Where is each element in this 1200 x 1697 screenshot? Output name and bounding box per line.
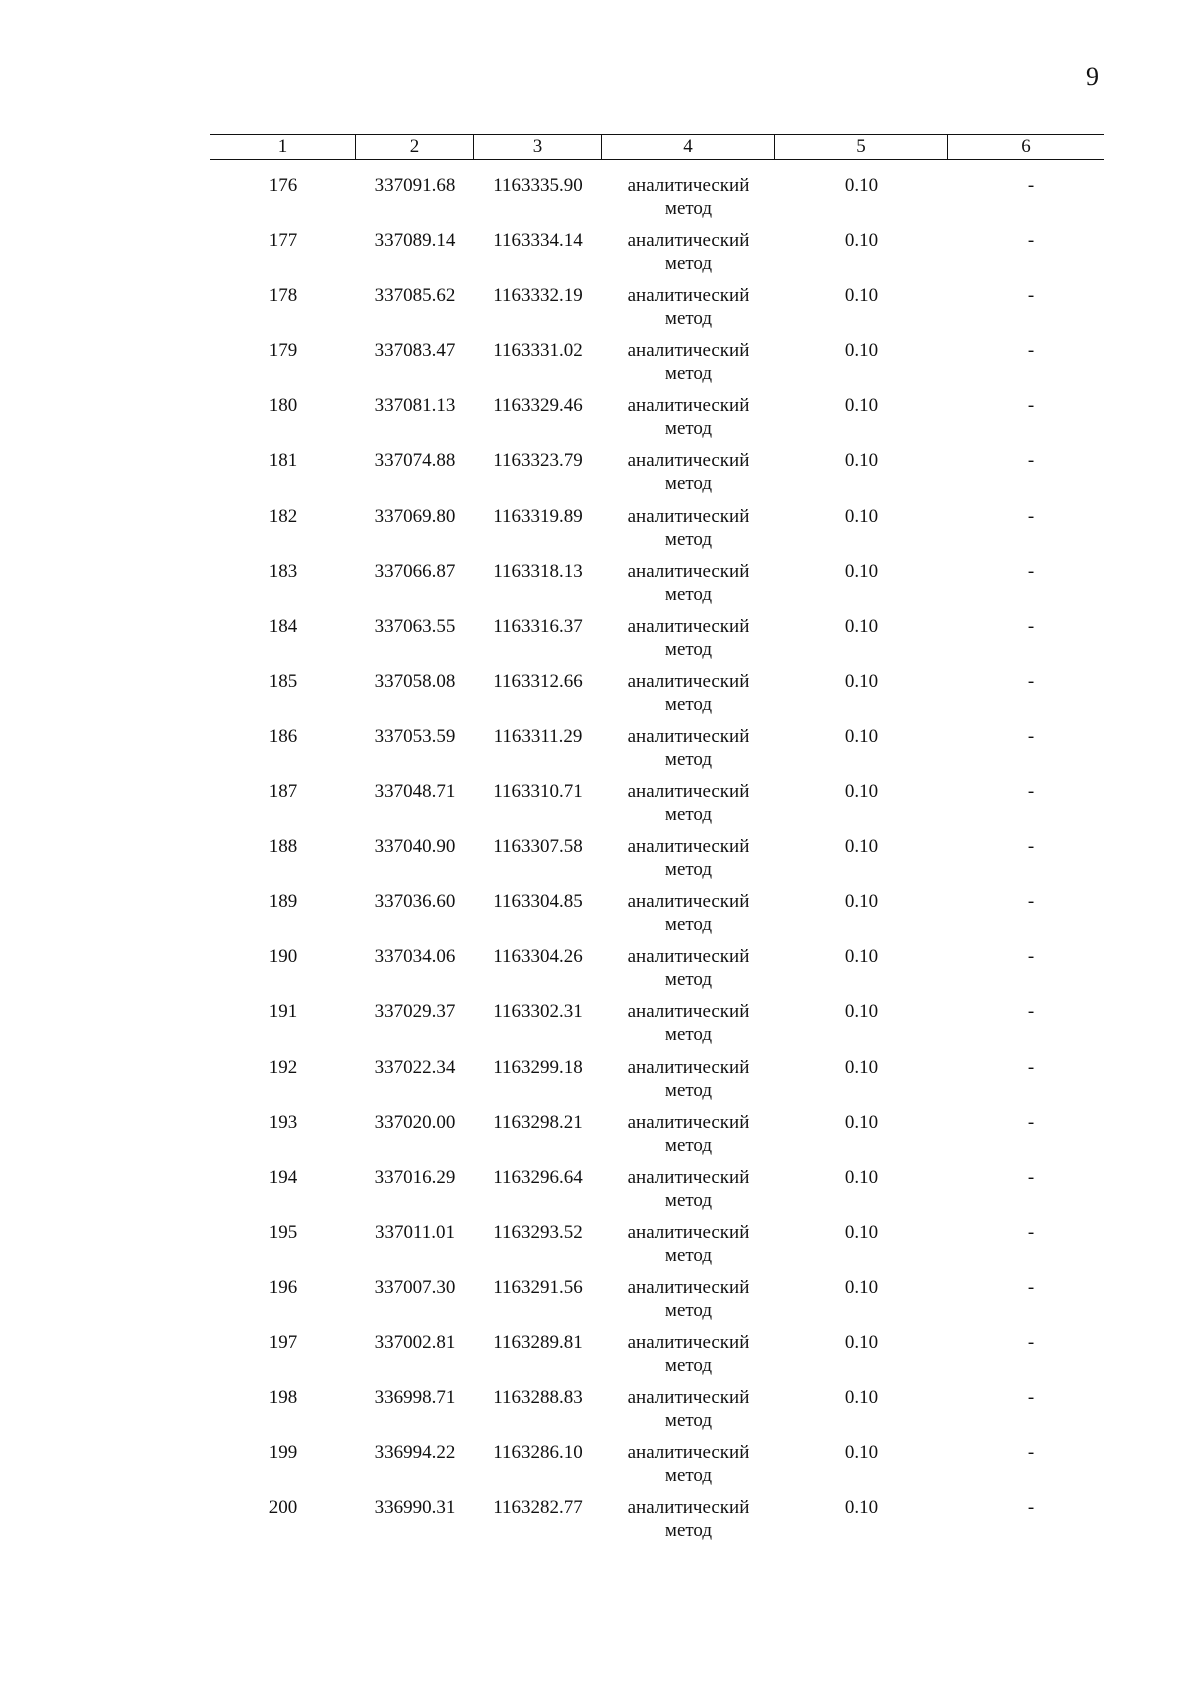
table-row — [210, 1221, 1104, 1276]
y-coordinate-cell: 1163319.89 — [493, 505, 583, 527]
x-coordinate-cell: 337058.08 — [374, 670, 456, 692]
note-cell: - — [1027, 1276, 1035, 1298]
note-cell: - — [1027, 670, 1035, 692]
point-number-cell: 197 — [268, 1331, 298, 1353]
method-text-line-1: аналитический — [627, 395, 750, 417]
method-text-line-2: метод — [664, 1410, 713, 1432]
point-number-cell: 190 — [268, 946, 298, 968]
point-number-cell: 177 — [268, 230, 298, 252]
method-cell — [602, 725, 775, 780]
method-cell — [602, 229, 775, 284]
accuracy-cell: 0.10 — [844, 1166, 879, 1188]
x-coordinate-cell: 337053.59 — [374, 725, 456, 747]
method-text-line-2: метод — [664, 693, 713, 715]
accuracy-cell: 0.10 — [844, 560, 879, 582]
accuracy-cell: 0.10 — [844, 285, 879, 307]
y-coordinate-cell: 1163291.56 — [493, 1276, 583, 1298]
method-cell — [602, 449, 775, 504]
x-coordinate-cell: 337020.00 — [374, 1111, 456, 1133]
accuracy-cell: 0.10 — [844, 450, 879, 472]
method-text-line-1: аналитический — [627, 836, 750, 858]
method-text-line-1: аналитический — [627, 285, 750, 307]
point-number-cell: 194 — [268, 1166, 298, 1188]
y-coordinate-cell: 1163304.85 — [493, 891, 583, 913]
note-cell: - — [1027, 1166, 1035, 1188]
method-text-line-2: метод — [664, 1079, 713, 1101]
note-cell: - — [1027, 946, 1035, 968]
x-coordinate-cell: 337007.30 — [374, 1276, 456, 1298]
accuracy-cell: 0.10 — [844, 1001, 879, 1023]
method-text-line-1: аналитический — [627, 505, 750, 527]
y-coordinate-cell: 1163304.26 — [493, 946, 583, 968]
y-coordinate-cell: 1163311.29 — [493, 725, 583, 747]
note-cell: - — [1027, 450, 1035, 472]
note-cell: - — [1027, 615, 1035, 637]
y-coordinate-cell: 1163310.71 — [493, 781, 583, 803]
method-cell — [602, 174, 775, 229]
accuracy-cell: 0.10 — [844, 615, 879, 637]
accuracy-cell: 0.10 — [844, 725, 879, 747]
y-coordinate-cell: 1163298.21 — [493, 1111, 583, 1133]
point-number-cell: 176 — [268, 175, 298, 196]
table-row — [210, 1166, 1104, 1221]
table-header-row — [210, 134, 1104, 160]
method-cell — [602, 890, 775, 945]
method-text-line-1: аналитический — [627, 1221, 750, 1243]
method-cell — [602, 1331, 775, 1386]
table-row — [210, 1111, 1104, 1166]
coordinates-table — [210, 134, 1104, 1551]
accuracy-cell: 0.10 — [844, 1111, 879, 1133]
method-cell — [602, 945, 775, 1000]
method-cell — [602, 1166, 775, 1221]
point-number-cell: 192 — [268, 1056, 298, 1078]
point-number-cell: 191 — [268, 1001, 298, 1023]
accuracy-cell: 0.10 — [844, 1221, 879, 1243]
method-text-line-2: метод — [664, 528, 713, 550]
method-cell — [602, 339, 775, 394]
x-coordinate-cell: 337040.90 — [374, 836, 456, 858]
y-coordinate-cell: 1163335.90 — [493, 175, 583, 196]
method-text-line-2: метод — [664, 583, 713, 605]
method-text-line-1: аналитический — [627, 891, 750, 913]
method-text-line-2: метод — [664, 363, 713, 385]
table-row — [210, 449, 1104, 504]
table-row — [210, 1000, 1104, 1055]
note-cell: - — [1027, 1442, 1035, 1464]
x-coordinate-cell: 337083.47 — [374, 340, 456, 362]
method-text-line-2: метод — [664, 969, 713, 991]
note-cell: - — [1027, 395, 1035, 417]
method-cell — [602, 1000, 775, 1055]
table-row — [210, 284, 1104, 339]
method-text-line-1: аналитический — [627, 1497, 750, 1519]
point-number-cell: 187 — [268, 781, 298, 803]
method-text-line-1: аналитический — [627, 1056, 750, 1078]
table-row — [210, 945, 1104, 1000]
method-text-line-2: метод — [664, 1024, 713, 1046]
method-cell — [602, 780, 775, 835]
note-cell: - — [1027, 1387, 1035, 1409]
method-text-line-1: аналитический — [627, 781, 750, 803]
point-number-cell: 178 — [268, 285, 298, 307]
point-number-cell: 179 — [268, 340, 298, 362]
point-number-cell: 193 — [268, 1111, 298, 1133]
y-coordinate-cell: 1163318.13 — [493, 560, 583, 582]
table-row — [210, 1276, 1104, 1331]
column-header: 2 — [356, 135, 474, 159]
method-text-line-1: аналитический — [627, 615, 750, 637]
page-number: 9 — [1086, 62, 1099, 91]
method-cell — [602, 835, 775, 890]
note-cell: - — [1027, 781, 1035, 803]
method-text-line-2: метод — [664, 1299, 713, 1321]
y-coordinate-cell: 1163289.81 — [493, 1331, 583, 1353]
column-header: 4 — [602, 135, 775, 159]
y-coordinate-cell: 1163302.31 — [493, 1001, 583, 1023]
x-coordinate-cell: 337036.60 — [374, 891, 456, 913]
accuracy-cell: 0.10 — [844, 1056, 879, 1078]
y-coordinate-cell: 1163286.10 — [493, 1442, 583, 1464]
note-cell: - — [1027, 1111, 1035, 1133]
accuracy-cell: 0.10 — [844, 395, 879, 417]
method-cell — [602, 1111, 775, 1166]
method-cell — [602, 284, 775, 339]
method-text-line-2: метод — [664, 308, 713, 330]
note-cell: - — [1027, 560, 1035, 582]
table-row — [210, 174, 1104, 229]
method-text-line-2: метод — [664, 1354, 713, 1376]
method-text-line-2: метод — [664, 1189, 713, 1211]
method-text-line-2: метод — [664, 473, 713, 495]
column-header: 3 — [474, 135, 602, 159]
method-text-line-2: метод — [664, 198, 713, 219]
note-cell: - — [1027, 505, 1035, 527]
y-coordinate-cell: 1163312.66 — [493, 670, 583, 692]
accuracy-cell: 0.10 — [844, 1442, 879, 1464]
table-body — [210, 174, 1104, 1551]
method-text-line-2: метод — [664, 914, 713, 936]
method-text-line-1: аналитический — [627, 946, 750, 968]
note-cell: - — [1027, 1056, 1035, 1078]
table-row — [210, 1386, 1104, 1441]
method-text-line-1: аналитический — [627, 1387, 750, 1409]
x-coordinate-cell: 336990.31 — [374, 1497, 456, 1519]
method-text-line-1: аналитический — [627, 450, 750, 472]
method-text-line-2: метод — [664, 748, 713, 770]
note-cell: - — [1027, 836, 1035, 858]
x-coordinate-cell: 336994.22 — [374, 1442, 456, 1464]
x-coordinate-cell: 337063.55 — [374, 615, 456, 637]
table-row — [210, 615, 1104, 670]
accuracy-cell: 0.10 — [844, 670, 879, 692]
table-row — [210, 339, 1104, 394]
note-cell: - — [1027, 725, 1035, 747]
y-coordinate-cell: 1163334.14 — [493, 230, 583, 252]
x-coordinate-cell: 337081.13 — [374, 395, 456, 417]
y-coordinate-cell: 1163332.19 — [493, 285, 583, 307]
x-coordinate-cell: 337066.87 — [374, 560, 456, 582]
point-number-cell: 200 — [268, 1497, 298, 1519]
y-coordinate-cell: 1163329.46 — [493, 395, 583, 417]
note-cell: - — [1027, 1497, 1035, 1519]
x-coordinate-cell: 337048.71 — [374, 781, 456, 803]
method-cell — [602, 615, 775, 670]
method-text-line-2: метод — [664, 1244, 713, 1266]
method-text-line-1: аналитический — [627, 340, 750, 362]
note-cell: - — [1027, 230, 1035, 252]
y-coordinate-cell: 1163293.52 — [493, 1221, 583, 1243]
method-text-line-1: аналитический — [627, 560, 750, 582]
point-number-cell: 182 — [268, 505, 298, 527]
x-coordinate-cell: 337091.68 — [374, 175, 456, 196]
method-cell — [602, 505, 775, 560]
point-number-cell: 189 — [268, 891, 298, 913]
x-coordinate-cell: 337069.80 — [374, 505, 456, 527]
table-row — [210, 1056, 1104, 1111]
accuracy-cell: 0.10 — [844, 946, 879, 968]
note-cell: - — [1027, 1001, 1035, 1023]
column-header: 5 — [775, 135, 948, 159]
method-text-line-2: метод — [664, 1465, 713, 1487]
method-cell — [602, 670, 775, 725]
point-number-cell: 188 — [268, 836, 298, 858]
method-text-line-1: аналитический — [627, 1166, 750, 1188]
note-cell: - — [1027, 285, 1035, 307]
accuracy-cell: 0.10 — [844, 505, 879, 527]
point-number-cell: 184 — [268, 615, 298, 637]
method-text-line-2: метод — [664, 1520, 713, 1542]
note-cell: - — [1027, 340, 1035, 362]
table-row — [210, 560, 1104, 615]
method-text-line-1: аналитический — [627, 670, 750, 692]
method-cell — [602, 1221, 775, 1276]
method-text-line-1: аналитический — [627, 1276, 750, 1298]
note-cell: - — [1027, 1331, 1035, 1353]
method-cell — [602, 1441, 775, 1496]
x-coordinate-cell: 337029.37 — [374, 1001, 456, 1023]
method-text-line-1: аналитический — [627, 1001, 750, 1023]
method-cell — [602, 1056, 775, 1111]
note-cell: - — [1027, 175, 1035, 196]
point-number-cell: 183 — [268, 560, 298, 582]
method-text-line-2: метод — [664, 859, 713, 881]
method-text-line-2: метод — [664, 804, 713, 826]
column-header: 1 — [210, 135, 356, 159]
table-row — [210, 835, 1104, 890]
table-row — [210, 890, 1104, 945]
method-text-line-2: метод — [664, 638, 713, 660]
point-number-cell: 185 — [268, 670, 298, 692]
method-text-line-1: аналитический — [627, 175, 750, 196]
point-number-cell: 196 — [268, 1276, 298, 1298]
table-row — [210, 780, 1104, 835]
accuracy-cell: 0.10 — [844, 1497, 879, 1519]
y-coordinate-cell: 1163316.37 — [493, 615, 583, 637]
accuracy-cell: 0.10 — [844, 781, 879, 803]
y-coordinate-cell: 1163307.58 — [493, 836, 583, 858]
method-text-line-1: аналитический — [627, 1331, 750, 1353]
method-text-line-1: аналитический — [627, 1111, 750, 1133]
table-row — [210, 229, 1104, 284]
accuracy-cell: 0.10 — [844, 340, 879, 362]
y-coordinate-cell: 1163299.18 — [493, 1056, 583, 1078]
x-coordinate-cell: 337022.34 — [374, 1056, 456, 1078]
point-number-cell: 199 — [268, 1442, 298, 1464]
method-text-line-2: метод — [664, 1134, 713, 1156]
x-coordinate-cell: 337074.88 — [374, 450, 456, 472]
note-cell: - — [1027, 1221, 1035, 1243]
method-cell — [602, 394, 775, 449]
table-row — [210, 1441, 1104, 1496]
accuracy-cell: 0.10 — [844, 1331, 879, 1353]
method-text-line-1: аналитический — [627, 725, 750, 747]
y-coordinate-cell: 1163282.77 — [493, 1497, 583, 1519]
method-text-line-2: метод — [664, 253, 713, 275]
x-coordinate-cell: 336998.71 — [374, 1387, 456, 1409]
y-coordinate-cell: 1163323.79 — [493, 450, 583, 472]
table-row — [210, 725, 1104, 780]
x-coordinate-cell: 337085.62 — [374, 285, 456, 307]
x-coordinate-cell: 337034.06 — [374, 946, 456, 968]
method-cell — [602, 1386, 775, 1441]
method-cell — [602, 560, 775, 615]
table-row — [210, 1496, 1104, 1551]
note-cell: - — [1027, 891, 1035, 913]
method-cell — [602, 1496, 775, 1551]
table-row — [210, 1331, 1104, 1386]
point-number-cell: 181 — [268, 450, 298, 472]
point-number-cell: 198 — [268, 1387, 298, 1409]
table-row — [210, 394, 1104, 449]
y-coordinate-cell: 1163288.83 — [493, 1387, 583, 1409]
x-coordinate-cell: 337011.01 — [374, 1221, 456, 1243]
x-coordinate-cell: 337016.29 — [374, 1166, 456, 1188]
accuracy-cell: 0.10 — [844, 1387, 879, 1409]
table-row — [210, 670, 1104, 725]
x-coordinate-cell: 337002.81 — [374, 1331, 456, 1353]
column-header: 6 — [1021, 136, 1031, 157]
accuracy-cell: 0.10 — [844, 1276, 879, 1298]
point-number-cell: 195 — [268, 1221, 298, 1243]
accuracy-cell: 0.10 — [844, 230, 879, 252]
accuracy-cell: 0.10 — [844, 175, 879, 196]
y-coordinate-cell: 1163331.02 — [493, 340, 583, 362]
method-cell — [602, 1276, 775, 1331]
table-row — [210, 505, 1104, 560]
method-text-line-1: аналитический — [627, 230, 750, 252]
method-text-line-1: аналитический — [627, 1442, 750, 1464]
method-text-line-2: метод — [664, 418, 713, 440]
x-coordinate-cell: 337089.14 — [374, 230, 456, 252]
point-number-cell: 186 — [268, 725, 298, 747]
y-coordinate-cell: 1163296.64 — [493, 1166, 583, 1188]
point-number-cell: 180 — [268, 395, 298, 417]
accuracy-cell: 0.10 — [844, 891, 879, 913]
accuracy-cell: 0.10 — [844, 836, 879, 858]
